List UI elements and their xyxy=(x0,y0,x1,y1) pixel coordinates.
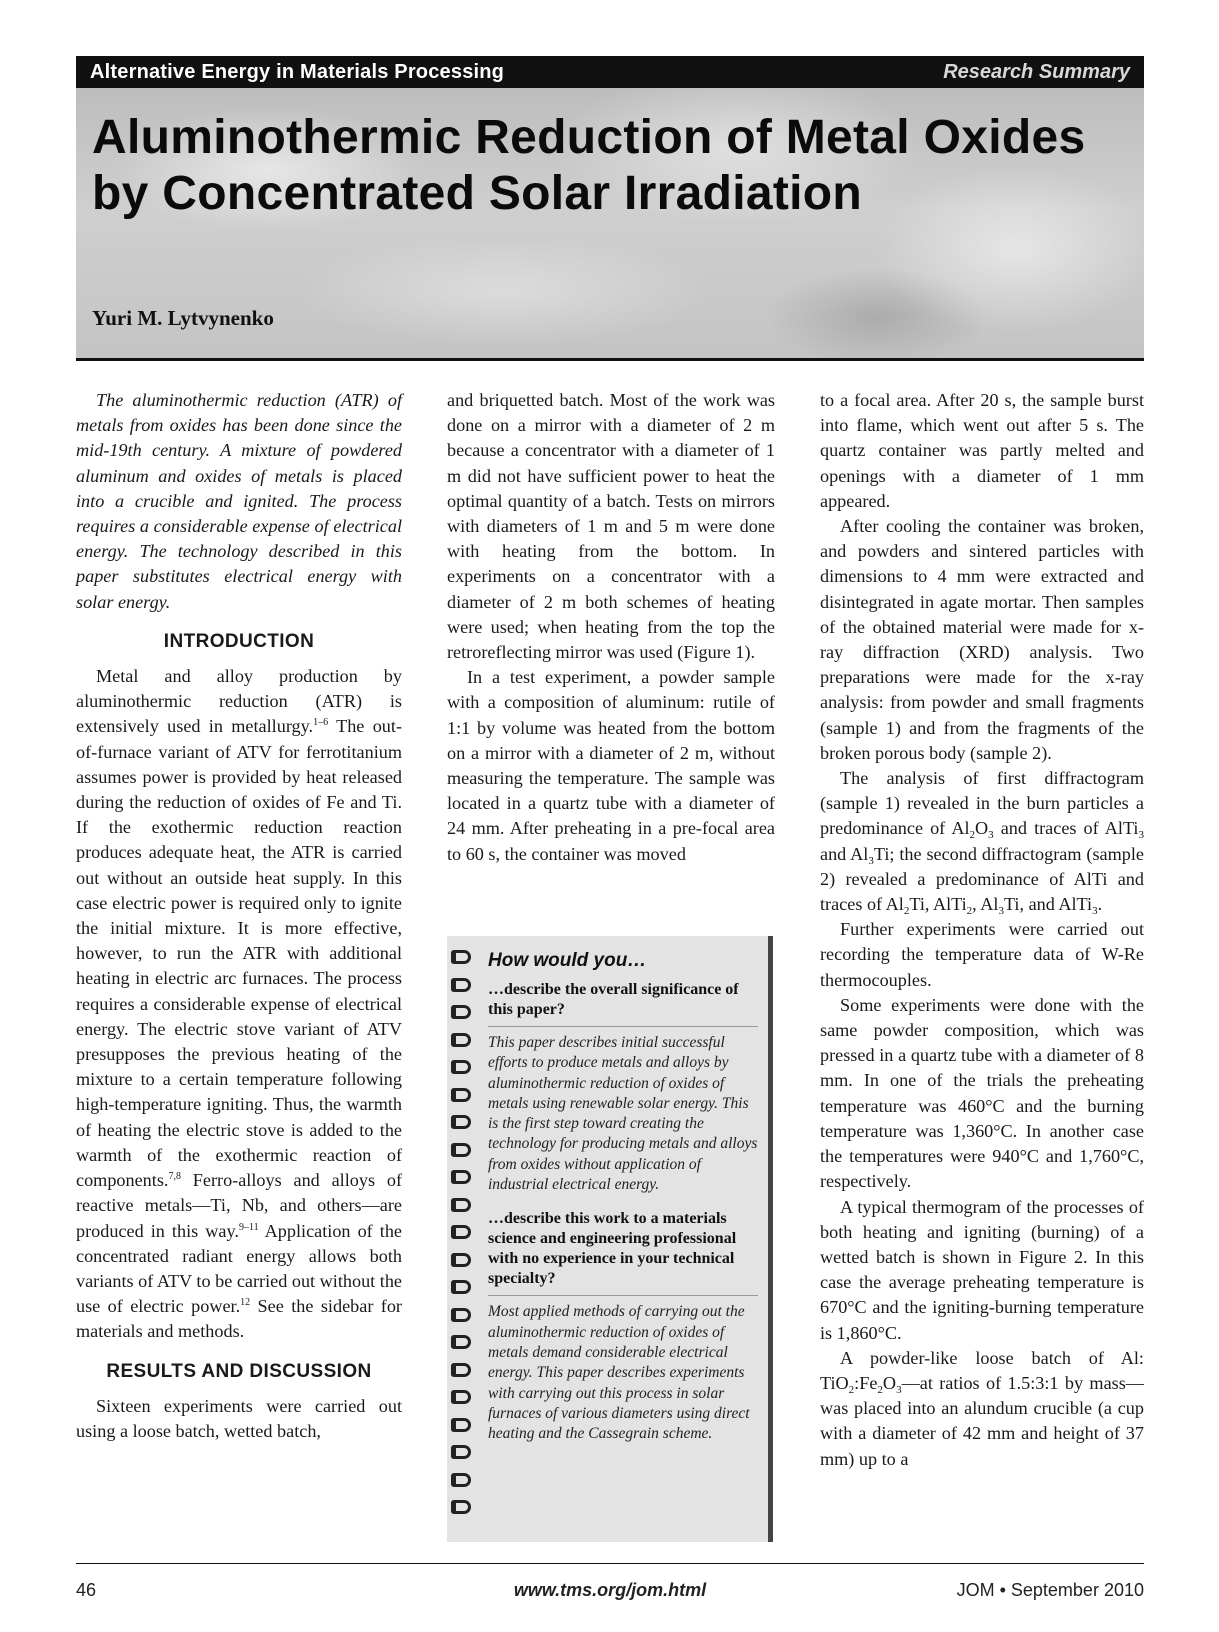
sidebar-title: How would you… xyxy=(488,950,647,971)
spiral-coil-icon xyxy=(451,1143,473,1161)
subscript: 2 xyxy=(966,905,973,918)
subscript: 3 xyxy=(1092,905,1098,918)
spiral-coil-icon xyxy=(451,1363,473,1381)
intro-text-c: Ferro-alloys and alloys of reactive metals—Ti, Nb, and others—are produced in this way. xyxy=(76,1170,402,1241)
p4-text-i: . xyxy=(1097,894,1103,915)
journal-issue: JOM • September 2010 xyxy=(956,1580,1144,1600)
spiral-coil-icon xyxy=(451,1335,473,1353)
subscript: 3 xyxy=(988,829,994,842)
spiral-coil-icon xyxy=(451,950,473,968)
how-would-you-sidebar xyxy=(447,936,773,1542)
sidebar-question-1: …describe the overall significance of this paper? xyxy=(488,981,739,1018)
intro-text-a: Metal and alloy production by aluminothermic reduction (ATR) is extensively used in metallurgy. xyxy=(76,666,402,737)
spiral-binding-icon xyxy=(447,950,479,1530)
spiral-coil-icon xyxy=(451,1005,473,1023)
abstract: The aluminothermic reduction (ATR) of metals from oxides has been done since the mid-19th century. A mixture of powdered aluminum and oxides of metals is placed into a crucible and ignited. The process requires a considerable expense of electrical energy. The technology described in this paper substitutes electrical energy with solar energy. xyxy=(76,390,402,612)
p4-text-d: and Al xyxy=(820,843,869,864)
results-paragraph-1-continued: and briquetted batch. Most of the work was done on a mirror with a diameter of 2 m because a concentrator with a diameter of 1 m did not have sufficient power to heat the optimal quantity of a batch. Tests on mirrors with diameters of 1 m and 5 m were done with heating from the bottom. In experiments on a concentrator with a diameter of 2 m both schemes of heating were used; when heating from the top the retroreflecting mirror was used (Figure 1). xyxy=(447,390,775,663)
subscript: 2 xyxy=(848,1383,855,1396)
sidebar-content xyxy=(488,950,758,1458)
p4-text-e: Ti; the second diffractogram (sample 2) revealed a predominance of AlTi and traces of Al xyxy=(820,843,1144,915)
p4-text-g: , Al xyxy=(972,894,999,915)
p4-text-h: Ti, and AlTi xyxy=(1003,894,1093,915)
spiral-coil-icon xyxy=(451,1060,473,1078)
results-paragraph-5: Further experiments were carried out recording the temperature data of W-Re thermocouples. xyxy=(820,919,1144,990)
spiral-coil-icon xyxy=(451,1253,473,1271)
p8-text-c: O xyxy=(882,1372,897,1393)
page-footer xyxy=(76,1580,1144,1604)
column-2 xyxy=(447,388,775,867)
spiral-coil-icon xyxy=(451,1500,473,1518)
intro-text-e: See the sidebar for materials and methods. xyxy=(76,1296,402,1342)
subscript: 3 xyxy=(896,1383,902,1396)
reference-1: 1–6 xyxy=(313,717,329,729)
sidebar-question-2: …describe this work to a materials science and engineering professional with no experience in your technical specialty? xyxy=(488,1210,737,1288)
p4-text-c: and traces of AlTi xyxy=(993,818,1139,839)
spiral-coil-icon xyxy=(451,978,473,996)
p4-text-f: Ti, AlTi xyxy=(909,894,967,915)
spiral-coil-icon xyxy=(451,1115,473,1133)
subscript: 3 xyxy=(998,905,1004,918)
journal-url[interactable]: www.tms.org/jom.html xyxy=(513,1580,707,1600)
results-paragraph-4 xyxy=(820,766,1144,917)
spiral-coil-icon xyxy=(451,1280,473,1298)
sidebar-divider xyxy=(488,1026,758,1027)
subscript: 2 xyxy=(877,1383,883,1396)
results-heading: RESULTS AND DISCUSSION xyxy=(106,1360,372,1382)
article-title: Aluminothermic Reduction of Metal Oxides by Concentrated Solar Irradiation xyxy=(92,111,1086,220)
section-header-bar xyxy=(76,56,1144,88)
reference-3: 9–11 xyxy=(238,1221,259,1233)
article-type-label: Research Summary xyxy=(943,60,1130,83)
p8-text-b: :Fe xyxy=(854,1372,878,1393)
reference-2: 7,8 xyxy=(168,1171,181,1183)
p4-text-b: O xyxy=(975,818,989,839)
sidebar-divider xyxy=(488,1295,758,1296)
intro-text-b: The out-of-furnace variant of ATV for ferrotitanium assumes power is provided by heat released during the reduction of oxides of Fe and Ti. If the exothermic reduction reaction produces adequate heat, the ATR is carried out without an outside heat supply. In this case electric power is required only to ignite the initial mixture. It is more effective, however, to run the ATR with additional heating in electric arc furnaces. The process requires a considerable expense of electrical energy. The electric stove variant of ATV presupposes the previous heating of the mixture to a certain temperature following high-temperature igniting. Thus, the warmth of heating the electric stove is added to the warmth of the exothermic reaction of components. xyxy=(76,716,402,1191)
spiral-coil-icon xyxy=(451,1445,473,1463)
results-paragraph-2: In a test experiment, a powder sample with a composition of aluminum: rutile of 1:1 by volume was heated from the bottom on a mirror with a diameter of 2 m, without measuring the temperature. The sample was located in a quartz tube with a diameter of 24 mm. After preheating in a pre-focal area to 60 s, the container was moved xyxy=(447,667,775,864)
subscript: 3 xyxy=(868,854,874,867)
spiral-coil-icon xyxy=(451,1473,473,1491)
author-name: Yuri M. Lytvynenko xyxy=(92,306,274,330)
introduction-paragraph xyxy=(76,664,402,1344)
p8-text-d: —at ratios of 1.5:3:1 by mass—was placed into an alundum crucible (a cup with a diameter of 42 mm and height of 37 mm) up to a xyxy=(820,1372,1144,1469)
results-paragraph-7: A typical thermogram of the processes of both heating and igniting (burning) of a wetted batch is shown in Figure 2. In this case the average preheating temperature is 670°C and the igniting-burning temperature is 1,860°C. xyxy=(820,1196,1144,1343)
results-paragraph-8 xyxy=(820,1346,1144,1472)
section-label: Alternative Energy in Materials Processing xyxy=(90,60,505,83)
p4-text-a: The analysis of first diffractogram (sample 1) revealed in the burn particles a predominance of Al xyxy=(820,768,1144,839)
spiral-coil-icon xyxy=(451,1225,473,1243)
results-paragraph-2-continued: to a focal area. After 20 s, the sample burst into flame, which went out after 5 s. The quartz container was partly melted and openings with a diameter of 1 mm appeared. xyxy=(820,390,1144,511)
results-paragraph-1-start: Sixteen experiments were carried out using a loose batch, wetted batch, xyxy=(76,1395,402,1441)
spiral-coil-icon xyxy=(451,1170,473,1188)
page-number: 46 xyxy=(76,1580,97,1600)
spiral-coil-icon xyxy=(451,1390,473,1408)
spiral-coil-icon xyxy=(451,1088,473,1106)
title-divider xyxy=(76,358,1144,361)
column-1 xyxy=(76,388,402,1444)
p8-text-a: A powder-like loose batch of Al: TiO xyxy=(820,1347,1144,1393)
title-band xyxy=(76,88,1144,358)
spiral-coil-icon xyxy=(451,1033,473,1051)
spiral-coil-icon xyxy=(451,1418,473,1436)
subscript: 2 xyxy=(903,905,910,918)
intro-text-d: Application of the concentrated radiant energy allows both variants of ATV to be carried out without the use of electric power. xyxy=(76,1220,403,1317)
reference-4: 12 xyxy=(240,1297,251,1309)
subscript: 2 xyxy=(969,829,976,842)
footer-divider xyxy=(76,1563,1144,1564)
sidebar-answer-1: This paper describes initial successful efforts to produce metals and alloys by aluminothermic reduction of oxides of metals using renewable solar energy. This is the first step toward creating the technology for producing metals and alloys from oxides without application of industrial electrical energy. xyxy=(488,1034,758,1194)
introduction-heading: INTRODUCTION xyxy=(163,630,315,652)
spiral-coil-icon xyxy=(451,1308,473,1326)
sidebar-answer-2: Most applied methods of carrying out the aluminothermic reduction of oxides of metals demand considerable electrical energy. This paper describes experiments with carrying out this process in solar furnaces of various diameters using direct heating and the Cassegrain scheme. xyxy=(488,1303,750,1443)
subscript: 3 xyxy=(1138,829,1144,842)
spiral-coil-icon xyxy=(451,1198,473,1216)
results-paragraph-6: Some experiments were done with the same powder composition, which was pressed in a quartz tube with a diameter of 8 mm. In one of the trials the preheating temperature was 460°C and the burning temperature was 1,360°C. In another case the temperatures were 940°C and 1,760°C, respectively. xyxy=(820,994,1144,1192)
results-paragraph-3: After cooling the container was broken, and powders and sintered particles with dimensions to 4 mm were extracted and disintegrated in agate mortar. Then samples of the obtained material were made for x-ray diffraction (XRD) analysis. Two preparations were made for the x-ray analysis: from powder and small fragments (sample 1) and from the fragments of the broken porous body (sample 2). xyxy=(820,516,1144,763)
column-3 xyxy=(820,388,1144,1472)
